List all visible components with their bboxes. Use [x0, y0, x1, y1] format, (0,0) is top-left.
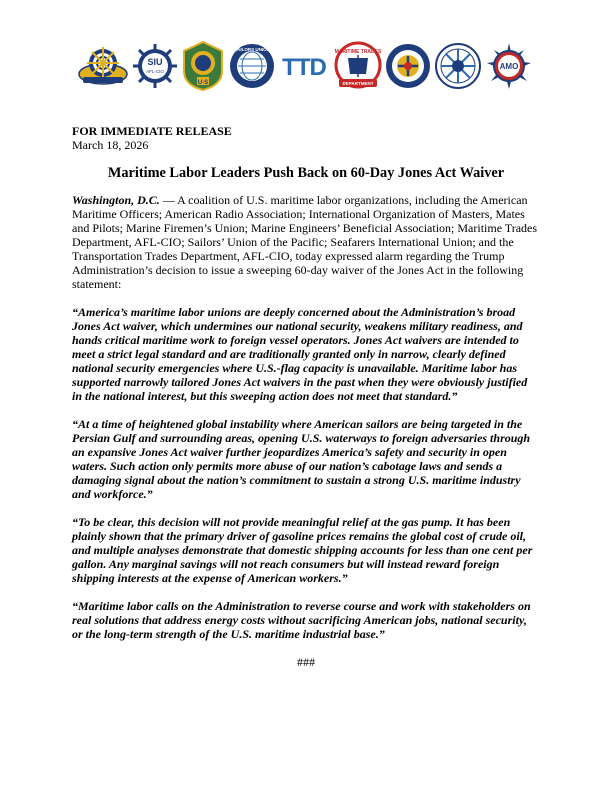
sailors-union-of-the-pacific-logo	[229, 43, 275, 89]
svg-text:SIU: SIU	[146, 57, 163, 67]
svg-text:MARITIME TRADES: MARITIME TRADES	[334, 49, 381, 55]
masters-mates-pilots-logo	[78, 44, 128, 88]
american-radio-association-logo	[435, 43, 481, 89]
svg-text:AFL-CIO: AFL-CIO	[145, 69, 164, 74]
quote-paragraph: “At a time of heightened global instability where American sailors are being targeted in the Persian Gulf and surrounding areas, opening U.S. waterways to foreign adversaries through an expansive Jones Act waiver further jeopardizes America’s safety and security in open waters. Such action only permits more abuse of our nation’s cabotage laws and sends a damaging signal about the nation’s commitment to sustain a strong U.S. maritime industry and workforce.”	[72, 417, 531, 501]
svg-text:DEPARTMENT: DEPARTMENT	[342, 81, 373, 86]
intro-paragraph	[72, 193, 540, 291]
seafarers-international-union-logo	[132, 43, 178, 89]
release-body	[72, 193, 540, 683]
quote-paragraph: “Maritime labor calls on the Administration to reverse course and work with stakeholders on real solutions that address energy costs without sacrificing American jobs, national security, or the long-term strength of the U.S. maritime industrial base.”	[72, 599, 531, 641]
svg-text:U·S: U·S	[197, 80, 209, 86]
dateline: Washington, D.C.	[72, 193, 160, 207]
headline: Maritime Labor Leaders Push Back on 60-Day Jones Act Waiver	[107, 165, 505, 181]
svg-text:TTD: TTD	[282, 54, 326, 81]
american-maritime-officers-logo	[484, 41, 534, 91]
end-mark: ###	[297, 655, 315, 669]
intro-text: — A coalition of U.S. maritime labor organizations, including the American Maritime Officers; American Radio Association; International Organization of Masters, Mates and Pilots; Marine Firemen’s Union; Marine Engineers’ Beneficial Association; Maritime Trades Department, AFL-CIO; Sailors’ Union of the Pacific; Seafarers International Union; and the Transportation Trades Department, AFL-CIO, today expressed alarm regarding the Trump Administration’s decision to issue a sweeping 60-day waiver of the Jones Act in the following statement:	[72, 193, 538, 291]
release-label: FOR IMMEDIATE RELEASE	[72, 124, 232, 138]
marine-engineers-beneficial-association-logo	[385, 42, 431, 90]
quote-paragraph: “America’s maritime labor unions are deeply concerned about the Administration’s broad Jones Act waiver, which undermines our national security, weakens military readiness, and hands critical maritime work to foreign vessel operators. Jones Act waivers are intended to meet a strict legal standard and are traditionally granted only in narrow, clearly defined national security emergencies where U.S.-flag capacity is unavailable. Maritime labor has supported narrowly tailored Jones Act waivers in the past when they were obviously justified in the national interest, but this sweeping action does not meet that standard.”	[72, 305, 528, 403]
quote-paragraph: “To be clear, this decision will not provide meaningful relief at the gas pump. It has been plainly shown that the primary driver of gasoline prices remains the global cost of crude oil, and multiple analyses demonstrate that domestic shipping accounts for less than one cent per gallon. Any marginal savings will not reach consumers but will instead reward foreign shipping interests at the expense of American workers.”	[72, 515, 533, 585]
marine-firemens-union-logo	[181, 41, 225, 91]
maritime-trades-department-logo	[334, 41, 382, 91]
release-date: March 18, 2026	[72, 138, 149, 152]
union-logo-strip	[78, 40, 534, 92]
transportation-trades-department-logo	[278, 51, 330, 81]
svg-text:AMO: AMO	[499, 62, 519, 71]
svg-text:SAILORS UNION: SAILORS UNION	[233, 47, 270, 52]
